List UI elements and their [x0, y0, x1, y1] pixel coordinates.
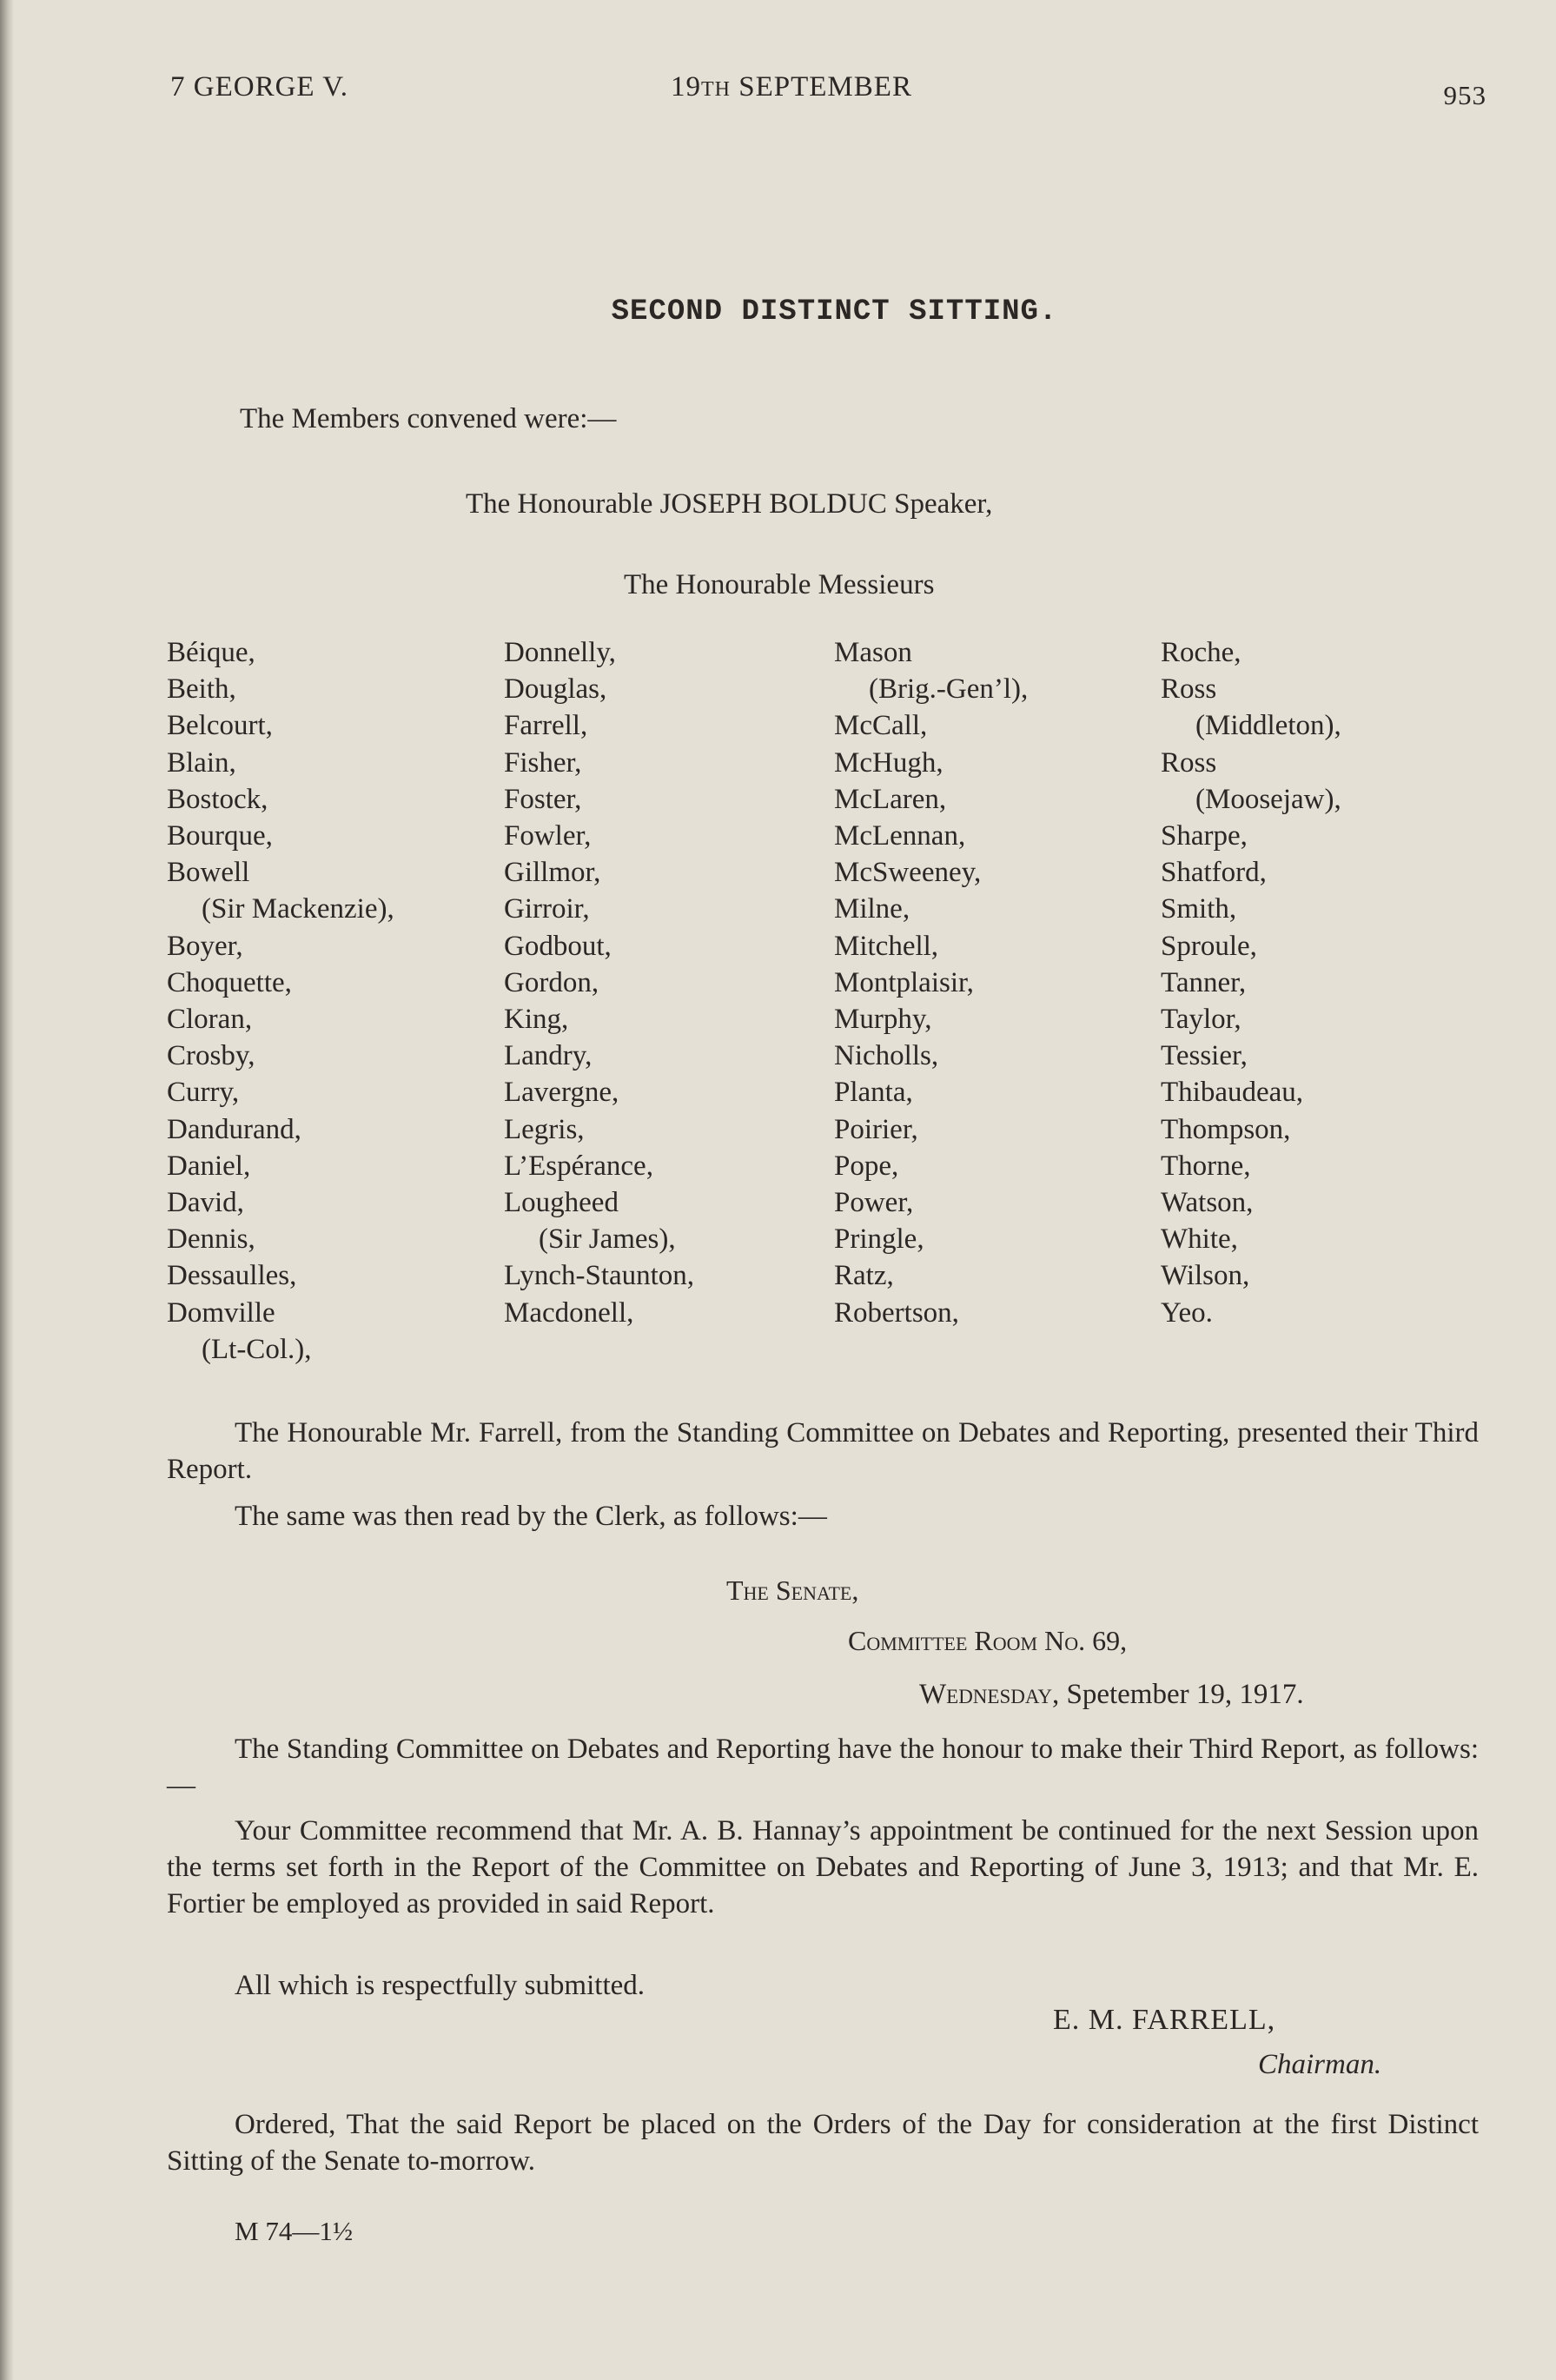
- member-name: Boyer,: [167, 930, 243, 962]
- member-name: Beith,: [167, 673, 236, 706]
- running-head-date: [671, 71, 912, 103]
- member-name: Montplaisir,: [834, 966, 974, 998]
- member-name: (Brig.-Gen’l),: [869, 673, 1029, 706]
- member-name: Tessier,: [1161, 1040, 1248, 1072]
- member-name: Mason: [834, 637, 912, 668]
- signature-title: Chairman.: [1258, 2049, 1382, 2080]
- paragraph-committee-honour: [167, 1731, 1479, 1804]
- member-name: Pope,: [834, 1150, 899, 1182]
- signature-name: E. M. FARRELL,: [1053, 2004, 1276, 2036]
- member-name: Wilson,: [1161, 1260, 1250, 1292]
- member-name: Gillmor,: [504, 857, 601, 889]
- member-name: Ross: [1161, 746, 1217, 779]
- members-convened-line: The Members convened were:—: [240, 403, 617, 434]
- member-name: Sharpe,: [1161, 820, 1248, 852]
- member-name: (Moosejaw),: [1195, 783, 1341, 815]
- member-name: Dessaulles,: [167, 1260, 297, 1292]
- member-name: Shatford,: [1161, 857, 1267, 889]
- member-name: Bostock,: [167, 783, 268, 815]
- date-suffix: TH: [701, 78, 731, 101]
- member-name: Lavergne,: [504, 1077, 619, 1109]
- report-day: Wednesday,: [919, 1679, 1060, 1710]
- member-name: McSweeney,: [834, 857, 982, 889]
- report-date: Spetember 19, 1917.: [1066, 1679, 1304, 1710]
- member-name: (Lt-Col.),: [202, 1333, 312, 1365]
- member-name: Pringle,: [834, 1223, 924, 1256]
- date-month: SEPTEMBER: [738, 71, 912, 103]
- member-name: Cloran,: [167, 1004, 253, 1036]
- member-name: Thorne,: [1161, 1150, 1251, 1182]
- member-name: Choquette,: [167, 966, 292, 998]
- member-name: Bourque,: [167, 820, 273, 852]
- member-name: Ross: [1161, 673, 1217, 706]
- member-name: (Sir James),: [539, 1223, 676, 1256]
- names-column-1: [167, 634, 394, 1368]
- member-name: Girroir,: [504, 893, 590, 925]
- names-column-2: [504, 634, 694, 1331]
- paragraph-ordered: [167, 2106, 1479, 2179]
- member-name: Curry,: [167, 1077, 240, 1109]
- paragraph-submitted: All which is respectfully submitted.: [235, 1970, 646, 2001]
- member-name: Taylor,: [1161, 1004, 1241, 1036]
- date-day: 19: [671, 71, 701, 103]
- member-name: Domville: [167, 1296, 275, 1329]
- paragraph-text: Ordered, That the said Report be placed on the Orders of the Day for consideration at the first Distinct Sitting of the Senate to-morrow.: [167, 2109, 1479, 2177]
- page-binding-edge: [0, 0, 14, 2380]
- member-name: Planta,: [834, 1077, 913, 1109]
- member-name: Bowell: [167, 857, 250, 889]
- section-heading: SECOND DISTINCT SITTING.: [611, 295, 1058, 328]
- member-name: Nicholls,: [834, 1040, 939, 1072]
- member-name: Roche,: [1161, 637, 1241, 668]
- member-name: McLaren,: [834, 783, 947, 815]
- member-name: Thibaudeau,: [1161, 1077, 1304, 1109]
- member-name: Smith,: [1161, 893, 1237, 925]
- paragraph-text: The Honourable Mr. Farrell, from the Standing Committee on Debates and Reporting, presented their Third Report.: [167, 1417, 1479, 1485]
- paragraph-text: Your Committee recommend that Mr. A. B. Hannay’s appointment be continued for the next Session upon the terms set forth in the Report of the Committee on Debates and Reporting of June 3, 1913; and that Mr. E. Fortier be employed as provided in said Report.: [167, 1815, 1479, 1919]
- names-column-4: [1161, 634, 1341, 1331]
- member-name: Milne,: [834, 893, 910, 925]
- member-name: McCall,: [834, 710, 928, 742]
- member-name: Béique,: [167, 637, 255, 668]
- member-name: Watson,: [1161, 1187, 1254, 1219]
- member-name: Gordon,: [504, 966, 599, 998]
- member-name: Foster,: [504, 783, 582, 815]
- member-name: White,: [1161, 1223, 1238, 1256]
- member-name: Robertson,: [834, 1296, 959, 1329]
- member-name: Godbout,: [504, 930, 612, 962]
- member-name: Donnelly,: [504, 637, 616, 668]
- running-head-reign: 7 GEORGE V.: [170, 71, 349, 103]
- member-name: Ratz,: [834, 1260, 894, 1292]
- member-name: Yeo.: [1161, 1296, 1213, 1329]
- member-name: Dennis,: [167, 1223, 255, 1256]
- member-name: Crosby,: [167, 1040, 255, 1072]
- names-column-3: [834, 634, 1028, 1331]
- member-name: Douglas,: [504, 673, 607, 706]
- report-address-senate: The Senate,: [726, 1575, 859, 1606]
- member-name: Legris,: [504, 1113, 585, 1145]
- member-name: Lougheed: [504, 1187, 619, 1219]
- page-number: 953: [1443, 80, 1486, 110]
- speaker-line: The Honourable JOSEPH BOLDUC Speaker,: [466, 488, 993, 520]
- member-name: (Sir Mackenzie),: [202, 893, 394, 925]
- member-name: Murphy,: [834, 1004, 932, 1036]
- signature-mark: M 74—1½: [235, 2216, 354, 2246]
- report-address-room: Committee Room No. 69,: [848, 1625, 1128, 1656]
- member-name: Fisher,: [504, 746, 582, 779]
- member-name: Mitchell,: [834, 930, 939, 962]
- member-name: Thompson,: [1161, 1113, 1291, 1145]
- member-name: Farrell,: [504, 710, 588, 742]
- member-name: Lynch-Staunton,: [504, 1260, 695, 1292]
- member-name: King,: [504, 1004, 569, 1036]
- member-name: Dandurand,: [167, 1113, 301, 1145]
- member-name: Blain,: [167, 746, 236, 779]
- member-name: Tanner,: [1161, 966, 1247, 998]
- member-name: McLennan,: [834, 820, 966, 852]
- member-name: David,: [167, 1187, 244, 1219]
- member-name: Sproule,: [1161, 930, 1257, 962]
- member-name: L’Espérance,: [504, 1150, 653, 1182]
- paragraph-recommendation: [167, 1813, 1479, 1922]
- member-name: Power,: [834, 1187, 914, 1219]
- member-name: Poirier,: [834, 1113, 918, 1145]
- member-name: Belcourt,: [167, 710, 273, 742]
- member-name: (Middleton),: [1195, 710, 1341, 742]
- member-name: Daniel,: [167, 1150, 251, 1182]
- member-name: Landry,: [504, 1040, 593, 1072]
- member-name: Macdonell,: [504, 1296, 634, 1329]
- member-name: McHugh,: [834, 746, 944, 779]
- paragraph-text: The Standing Committee on Debates and Reporting have the honour to make their Third Report, as follows:—: [167, 1734, 1479, 1801]
- member-name: Fowler,: [504, 820, 592, 852]
- messieurs-line: The Honourable Messieurs: [624, 569, 935, 600]
- report-address-date: [919, 1679, 1304, 1711]
- paragraph-farrell-report: [167, 1415, 1479, 1488]
- paragraph-read-by-clerk: The same was then read by the Clerk, as follows:—: [235, 1501, 827, 1532]
